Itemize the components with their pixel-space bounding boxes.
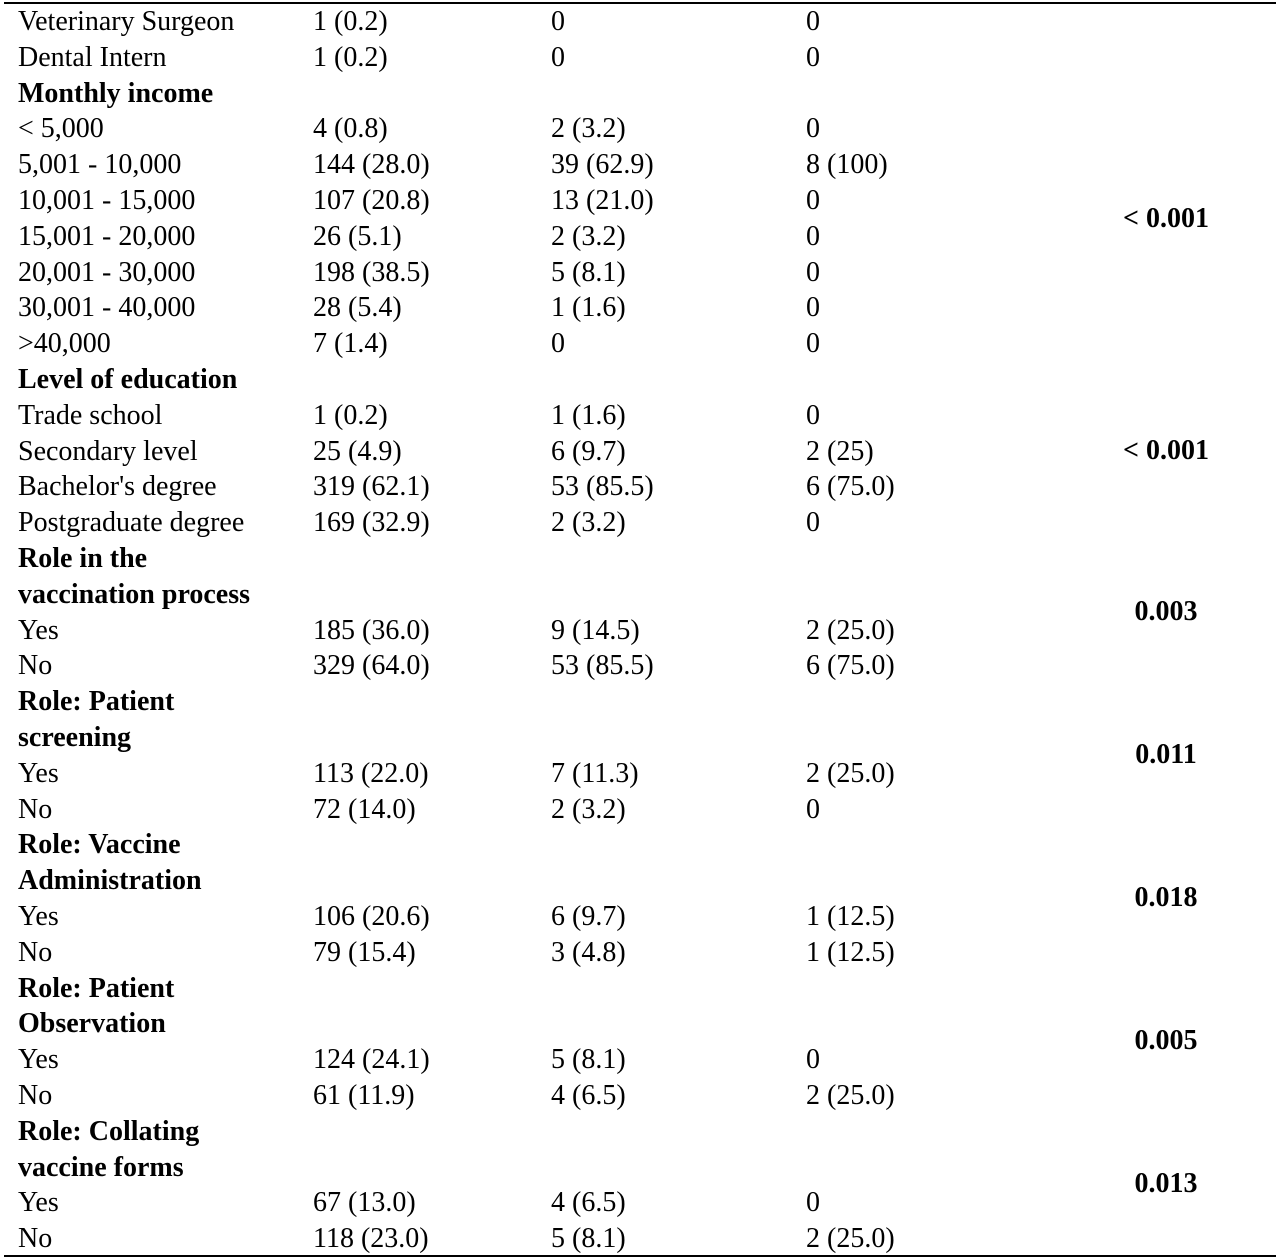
cell-column-1: 1 (0.2) bbox=[313, 399, 388, 431]
row-label: vaccination process bbox=[18, 578, 251, 610]
p-value-role-vaccine-administration: 0.018 bbox=[1134, 882, 1198, 913]
cell-column-2: 4 (6.5) bbox=[551, 1080, 626, 1111]
table-row bbox=[0, 935, 1280, 971]
cell-column-1: 1 (0.2) bbox=[313, 41, 388, 73]
cell-column-1: 329 (64.0) bbox=[313, 650, 430, 682]
row-label: >40,000 bbox=[18, 328, 111, 360]
section-header-row bbox=[0, 971, 1280, 1007]
table-row bbox=[0, 219, 1280, 255]
row-label: Role: Vaccine bbox=[18, 829, 181, 861]
row-label: 30,001 - 40,000 bbox=[18, 292, 196, 324]
table-row bbox=[0, 613, 1280, 649]
cell-column-3: 6 (75.0) bbox=[806, 471, 895, 503]
table-row bbox=[0, 899, 1280, 935]
cell-column-3: 0 bbox=[806, 1187, 820, 1219]
cell-column-2: 0 bbox=[551, 41, 565, 73]
cell-column-3: 8 (100) bbox=[806, 149, 888, 181]
table-row bbox=[0, 1042, 1280, 1078]
row-label: 10,001 - 15,000 bbox=[18, 185, 196, 216]
table-row bbox=[0, 1078, 1280, 1114]
table-row bbox=[0, 255, 1280, 291]
table-row bbox=[0, 469, 1280, 505]
cell-column-1: 118 (23.0) bbox=[313, 1223, 429, 1255]
cell-column-2: 3 (4.8) bbox=[551, 936, 626, 968]
cell-column-3: 0 bbox=[806, 328, 820, 360]
cell-column-3: 1 (12.5) bbox=[806, 901, 895, 932]
cell-column-3: 0 bbox=[806, 1044, 820, 1076]
table-row bbox=[0, 147, 1280, 183]
p-value-level-of-education: < 0.001 bbox=[1123, 435, 1209, 466]
cell-column-3: 0 bbox=[806, 507, 820, 539]
row-label: 5,001 - 10,000 bbox=[18, 149, 182, 181]
table-row bbox=[0, 648, 1280, 684]
row-label: 20,001 - 30,000 bbox=[18, 256, 196, 288]
table-row bbox=[0, 326, 1280, 362]
table-row bbox=[0, 4, 1280, 40]
row-label: Dental Intern bbox=[18, 41, 167, 73]
cell-column-2: 5 (8.1) bbox=[551, 1044, 626, 1076]
p-value-role-patient-observation: 0.005 bbox=[1134, 1025, 1198, 1056]
table-row bbox=[0, 756, 1280, 792]
cell-column-1: 124 (24.1) bbox=[313, 1044, 430, 1076]
cell-column-2: 4 (6.5) bbox=[551, 1187, 626, 1219]
row-label: vaccine forms bbox=[18, 1151, 184, 1183]
cell-column-2: 1 (1.6) bbox=[551, 399, 626, 431]
cell-column-3: 0 bbox=[806, 41, 820, 73]
p-value-role-vaccination-process: 0.003 bbox=[1134, 596, 1198, 627]
row-label: Secondary level bbox=[18, 435, 198, 467]
cell-column-1: 67 (13.0) bbox=[313, 1187, 416, 1219]
table-row bbox=[0, 40, 1280, 76]
section-header-row bbox=[0, 684, 1280, 720]
cell-column-3: 0 bbox=[806, 399, 820, 431]
cell-column-1: 72 (14.0) bbox=[313, 793, 416, 825]
cell-column-2: 2 (3.2) bbox=[551, 113, 626, 145]
row-label: Level of education bbox=[18, 364, 238, 395]
cell-column-1: 113 (22.0) bbox=[313, 757, 429, 789]
p-value-monthly-income: < 0.001 bbox=[1123, 203, 1209, 234]
section-header-row bbox=[0, 541, 1280, 577]
cell-column-3: 2 (25.0) bbox=[806, 1080, 895, 1111]
cell-column-2: 5 (8.1) bbox=[551, 256, 626, 288]
cell-column-2: 39 (62.9) bbox=[551, 149, 654, 181]
section-header-row bbox=[0, 827, 1280, 863]
table-row bbox=[0, 398, 1280, 434]
section-header-row bbox=[0, 76, 1280, 112]
cell-column-2: 6 (9.7) bbox=[551, 901, 626, 932]
cell-column-2: 5 (8.1) bbox=[551, 1223, 626, 1255]
cell-column-2: 0 bbox=[551, 328, 565, 360]
row-label: No bbox=[18, 793, 53, 825]
row-label: Role: Collating bbox=[18, 1115, 200, 1147]
p-value-role-collating-forms: 0.013 bbox=[1134, 1168, 1198, 1199]
cell-column-3: 0 bbox=[806, 793, 820, 825]
cell-column-1: 144 (28.0) bbox=[313, 149, 430, 181]
p-value-role-patient-screening: 0.011 bbox=[1135, 739, 1197, 770]
cell-column-2: 0 bbox=[551, 6, 565, 37]
cell-column-3: 1 (12.5) bbox=[806, 936, 895, 968]
cell-column-1: 61 (11.9) bbox=[313, 1080, 415, 1111]
table-row bbox=[0, 505, 1280, 541]
row-label: No bbox=[18, 1080, 53, 1111]
cell-column-1: 169 (32.9) bbox=[313, 507, 430, 539]
cell-column-2: 2 (3.2) bbox=[551, 793, 626, 825]
row-label: Role in the bbox=[18, 543, 148, 574]
row-label: Role: Patient bbox=[18, 686, 175, 718]
cell-column-3: 0 bbox=[806, 6, 820, 37]
section-header-row bbox=[0, 1006, 1280, 1042]
cell-column-2: 2 (3.2) bbox=[551, 220, 626, 252]
table-row bbox=[0, 1221, 1280, 1257]
table-row bbox=[0, 1185, 1280, 1221]
table-row bbox=[0, 183, 1280, 219]
cell-column-1: 198 (38.5) bbox=[313, 256, 430, 288]
cell-column-3: 2 (25.0) bbox=[806, 614, 895, 646]
row-label: Yes bbox=[18, 614, 59, 646]
table-row bbox=[0, 111, 1280, 147]
cell-column-3: 0 bbox=[806, 113, 820, 145]
cell-column-2: 9 (14.5) bbox=[551, 614, 640, 646]
cell-column-2: 7 (11.3) bbox=[551, 757, 639, 789]
row-label: screening bbox=[18, 722, 132, 753]
cell-column-1: 106 (20.6) bbox=[313, 901, 430, 932]
section-header-row bbox=[0, 720, 1280, 756]
row-label: Veterinary Surgeon bbox=[18, 6, 235, 37]
cell-column-2: 53 (85.5) bbox=[551, 471, 654, 503]
cell-column-1: 25 (4.9) bbox=[313, 435, 402, 467]
row-label: Monthly income bbox=[18, 77, 214, 109]
section-header-row bbox=[0, 1150, 1280, 1186]
cell-column-1: 4 (0.8) bbox=[313, 113, 388, 145]
cell-column-1: 319 (62.1) bbox=[313, 471, 430, 503]
table-bottom-rule bbox=[4, 1255, 1276, 1257]
section-header-row bbox=[0, 577, 1280, 613]
row-label: No bbox=[18, 650, 53, 682]
cell-column-1: 26 (5.1) bbox=[313, 220, 402, 252]
row-label: Bachelor's degree bbox=[18, 471, 217, 503]
cell-column-3: 6 (75.0) bbox=[806, 650, 895, 682]
cell-column-1: 79 (15.4) bbox=[313, 936, 416, 968]
table-row bbox=[0, 290, 1280, 326]
row-label: No bbox=[18, 1223, 53, 1255]
row-label: Administration bbox=[18, 865, 202, 897]
cell-column-3: 0 bbox=[806, 292, 820, 324]
cell-column-3: 2 (25.0) bbox=[806, 1223, 895, 1255]
table-row bbox=[0, 434, 1280, 470]
section-header-row bbox=[0, 362, 1280, 398]
cell-column-2: 13 (21.0) bbox=[551, 185, 654, 216]
cell-column-1: 7 (1.4) bbox=[313, 328, 388, 360]
table-row bbox=[0, 792, 1280, 828]
cell-column-3: 0 bbox=[806, 185, 820, 216]
cell-column-3: 0 bbox=[806, 220, 820, 252]
row-label: Yes bbox=[18, 757, 59, 789]
cell-column-2: 1 (1.6) bbox=[551, 292, 626, 324]
cell-column-1: 28 (5.4) bbox=[313, 292, 402, 324]
cell-column-1: 185 (36.0) bbox=[313, 614, 430, 646]
row-label: 15,001 - 20,000 bbox=[18, 220, 196, 252]
row-label: Role: Patient bbox=[18, 972, 175, 1004]
row-label: Trade school bbox=[18, 399, 163, 431]
section-header-row bbox=[0, 863, 1280, 899]
cell-column-3: 2 (25.0) bbox=[806, 757, 895, 789]
cell-column-3: 0 bbox=[806, 256, 820, 288]
cell-column-1: 1 (0.2) bbox=[313, 6, 388, 37]
cell-column-3: 2 (25) bbox=[806, 435, 874, 467]
section-header-row bbox=[0, 1114, 1280, 1150]
row-label: Postgraduate degree bbox=[18, 507, 245, 539]
row-label: No bbox=[18, 936, 53, 968]
row-label: Yes bbox=[18, 1044, 59, 1076]
cell-column-2: 53 (85.5) bbox=[551, 650, 654, 682]
cell-column-2: 6 (9.7) bbox=[551, 435, 626, 467]
row-label: < 5,000 bbox=[18, 113, 104, 145]
row-label: Yes bbox=[18, 901, 59, 932]
cell-column-2: 2 (3.2) bbox=[551, 507, 626, 539]
row-label: Yes bbox=[18, 1187, 59, 1219]
cell-column-1: 107 (20.8) bbox=[313, 185, 430, 216]
row-label: Observation bbox=[18, 1008, 166, 1040]
